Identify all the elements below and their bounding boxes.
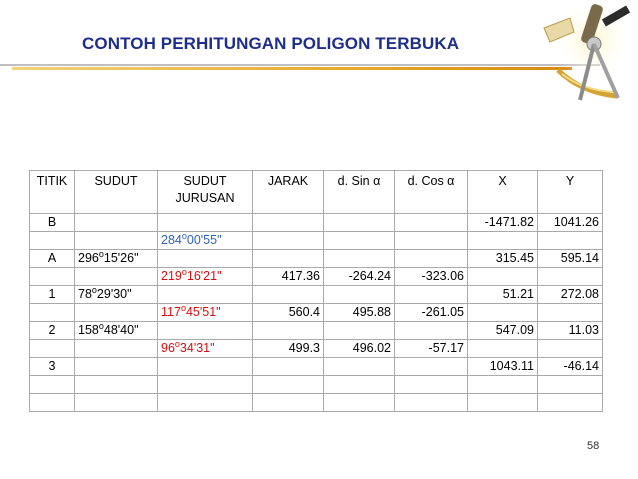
page-number: 58 xyxy=(587,440,600,452)
cell-x: -1471.82 xyxy=(468,214,538,232)
cell-sudut: 78$^o$29'30" xyxy=(75,286,158,304)
cell-jarak xyxy=(253,232,324,250)
cell-x xyxy=(468,268,538,286)
title-accent-bar xyxy=(12,67,572,70)
cell-dcos: -261.05 xyxy=(395,304,468,322)
cell-x: 547.09 xyxy=(468,322,538,340)
table-row xyxy=(30,250,603,268)
cell-y xyxy=(538,394,603,412)
cell-jurusan: 117$^o$45'51" xyxy=(158,304,253,322)
cell-jarak: 499.3 xyxy=(253,340,324,358)
cell-jarak xyxy=(253,358,324,376)
cell-dsin xyxy=(324,286,395,304)
cell-jarak xyxy=(253,376,324,394)
cell-dsin: 496.02 xyxy=(324,340,395,358)
cell-dsin xyxy=(324,376,395,394)
cell-jurusan xyxy=(158,250,253,268)
cell-jarak xyxy=(253,286,324,304)
col-header-sudut-jurusan: SUDUT JURUSAN xyxy=(158,171,253,214)
cell-titik xyxy=(30,268,75,286)
cell-dsin: -264.24 xyxy=(324,268,395,286)
cell-y xyxy=(538,340,603,358)
cell-titik xyxy=(30,232,75,250)
cell-dcos xyxy=(395,250,468,268)
cell-titik xyxy=(30,376,75,394)
cell-x xyxy=(468,394,538,412)
cell-jarak xyxy=(253,250,324,268)
cell-x: 51.21 xyxy=(468,286,538,304)
col-header-dsin: d. Sin α xyxy=(324,171,395,214)
cell-jurusan xyxy=(158,358,253,376)
cell-sudut xyxy=(75,214,158,232)
slide-title: CONTOH PERHITUNGAN POLIGON TERBUKA xyxy=(82,34,460,53)
col-header-titik: TITIK xyxy=(30,171,75,214)
cell-dsin xyxy=(324,250,395,268)
cell-jurusan: 96$^o$34'31" xyxy=(158,340,253,358)
cell-x: 1043.11 xyxy=(468,358,538,376)
cell-dsin: 495.88 xyxy=(324,304,395,322)
cell-y: 272.08 xyxy=(538,286,603,304)
table-row xyxy=(30,286,603,304)
cell-sudut xyxy=(75,394,158,412)
col-header-sudut: SUDUT xyxy=(75,171,158,214)
cell-x xyxy=(468,376,538,394)
cell-y: 595.14 xyxy=(538,250,603,268)
table-row xyxy=(30,322,603,340)
cell-x xyxy=(468,304,538,322)
table-row xyxy=(30,394,603,412)
col-header-y: Y xyxy=(538,171,603,214)
cell-jurusan xyxy=(158,214,253,232)
cell-dcos xyxy=(395,214,468,232)
cell-x: 315.45 xyxy=(468,250,538,268)
cell-y xyxy=(538,376,603,394)
cell-jarak xyxy=(253,214,324,232)
cell-dsin xyxy=(324,214,395,232)
cell-y: -46.14 xyxy=(538,358,603,376)
cell-y: 11.03 xyxy=(538,322,603,340)
cell-titik xyxy=(30,394,75,412)
cell-y xyxy=(538,268,603,286)
cell-dcos: -323.06 xyxy=(395,268,468,286)
cell-sudut xyxy=(75,376,158,394)
cell-dcos xyxy=(395,232,468,250)
cell-jurusan xyxy=(158,394,253,412)
table-row xyxy=(30,376,603,394)
table-header-row xyxy=(30,171,603,214)
cell-sudut xyxy=(75,232,158,250)
table-row xyxy=(30,214,603,232)
cell-jurusan: 219$^o$16'21" xyxy=(158,268,253,286)
cell-dcos xyxy=(395,286,468,304)
cell-jurusan xyxy=(158,376,253,394)
cell-dcos xyxy=(395,358,468,376)
cell-dcos xyxy=(395,376,468,394)
cell-x xyxy=(468,232,538,250)
cell-sudut xyxy=(75,268,158,286)
col-header-jarak: JARAK xyxy=(253,171,324,214)
cell-dsin xyxy=(324,322,395,340)
poligon-table xyxy=(29,170,603,412)
cell-dsin xyxy=(324,394,395,412)
cell-dcos xyxy=(395,394,468,412)
col-header-x: X xyxy=(468,171,538,214)
cell-sudut xyxy=(75,340,158,358)
cell-jarak: 417.36 xyxy=(253,268,324,286)
cell-titik: B xyxy=(30,214,75,232)
cell-sudut xyxy=(75,358,158,376)
cell-sudut xyxy=(75,304,158,322)
cell-jurusan: 284$^o$00'55" xyxy=(158,232,253,250)
cell-jarak xyxy=(253,394,324,412)
table-row xyxy=(30,304,603,322)
table-body xyxy=(30,214,603,412)
cell-sudut: 158$^o$48'40" xyxy=(75,322,158,340)
cell-titik: 2 xyxy=(30,322,75,340)
col-header-dcos: d. Cos α xyxy=(395,171,468,214)
title-divider xyxy=(0,64,600,66)
cell-titik xyxy=(30,304,75,322)
cell-titik: A xyxy=(30,250,75,268)
cell-dsin xyxy=(324,358,395,376)
cell-dcos: -57.17 xyxy=(395,340,468,358)
cell-dcos xyxy=(395,322,468,340)
cell-jarak xyxy=(253,322,324,340)
cell-y xyxy=(538,304,603,322)
cell-y xyxy=(538,232,603,250)
table-row xyxy=(30,268,603,286)
cell-sudut: 296$^o$15'26" xyxy=(75,250,158,268)
cell-jurusan xyxy=(158,322,253,340)
table-row xyxy=(30,358,603,376)
table-row xyxy=(30,232,603,250)
drafting-compass-icon xyxy=(540,0,638,118)
cell-x xyxy=(468,340,538,358)
cell-jurusan xyxy=(158,286,253,304)
cell-y: 1041.26 xyxy=(538,214,603,232)
cell-titik: 1 xyxy=(30,286,75,304)
cell-titik: 3 xyxy=(30,358,75,376)
cell-jarak: 560.4 xyxy=(253,304,324,322)
table-row xyxy=(30,340,603,358)
cell-dsin xyxy=(324,232,395,250)
cell-titik xyxy=(30,340,75,358)
